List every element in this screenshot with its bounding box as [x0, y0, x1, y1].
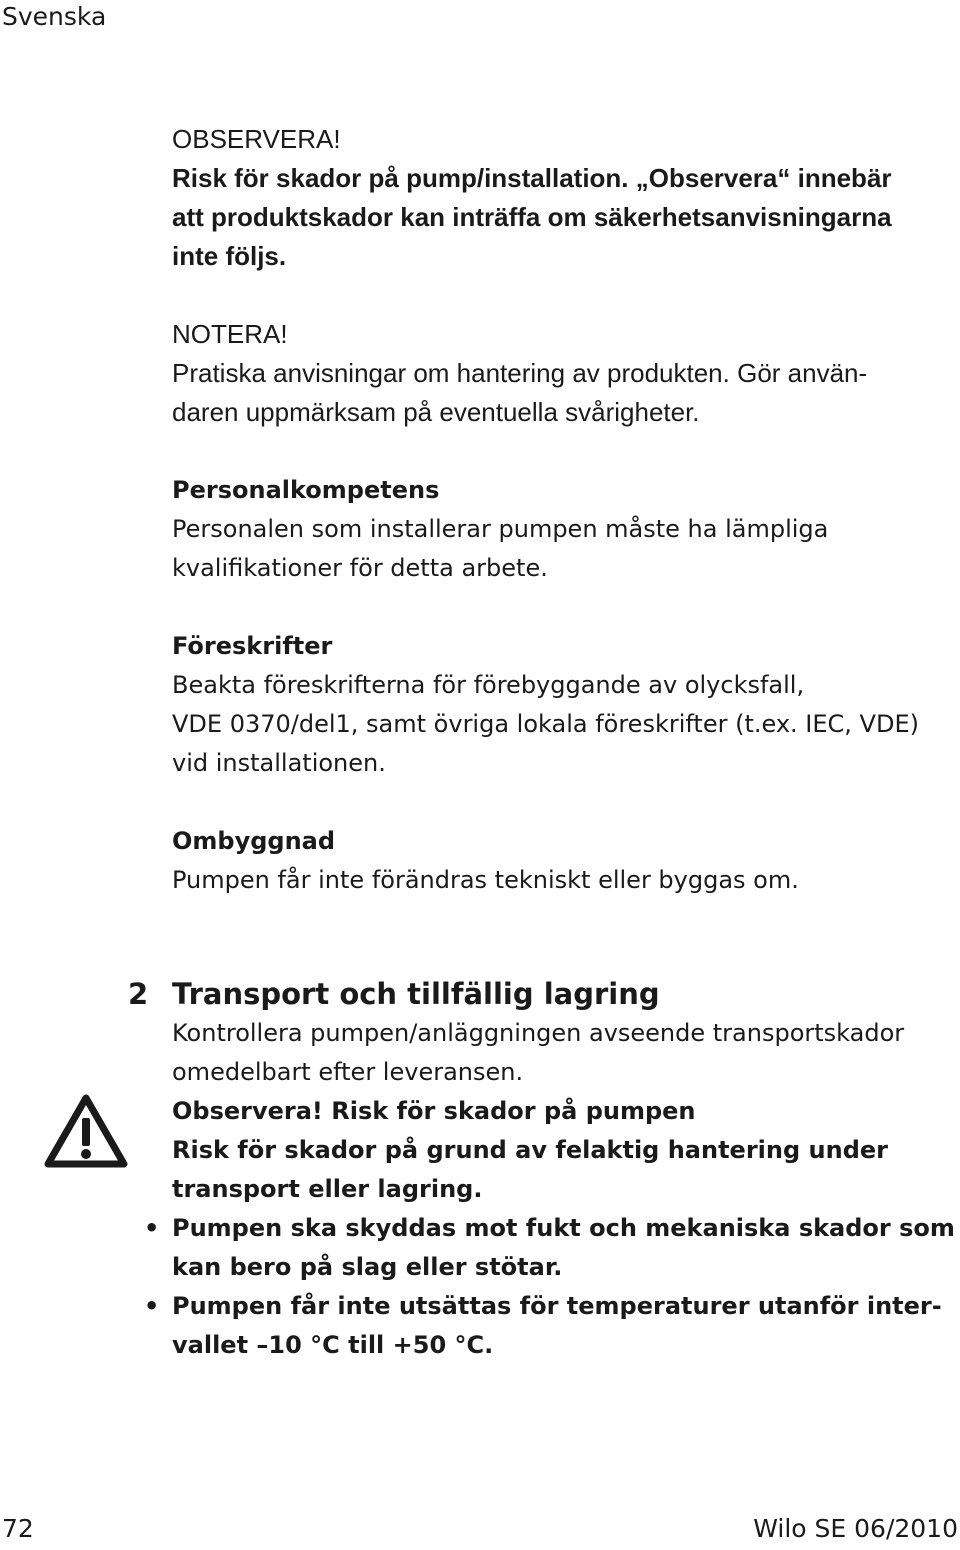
section-2 [128, 974, 958, 1365]
personalkompetens-line: kvalifikationer för detta arbete. [172, 554, 548, 582]
bullet-line: Pumpen får inte utsättas för temperaturer utanför inter- [172, 1292, 942, 1320]
observera-line: att produktskador kan inträffa om säkerhetsanvisningarna [172, 202, 892, 232]
bullet-line: vallet –10 °C till +50 °C. [172, 1331, 494, 1359]
observera-line: Risk för skador på pump/installation. „Observera“ innebär [172, 163, 892, 193]
warning-line: transport eller lagring. [172, 1175, 483, 1203]
warning-line: Risk för skador på grund av felaktig hantering under [172, 1136, 888, 1164]
observera-title: OBSERVERA! [172, 124, 341, 154]
section-title: Transport och tillfällig lagring [172, 977, 660, 1011]
bullet-marker: • [144, 1214, 160, 1242]
personalkompetens-heading: Personalkompetens [172, 476, 440, 504]
list-item [144, 1209, 958, 1287]
observera-line: inte följs. [172, 241, 287, 271]
foreskrifter-heading: Föreskrifter [172, 632, 333, 660]
foreskrifter-line: VDE 0370/del1, samt övriga lokala föreskrifter (t.ex. IEC, VDE) [172, 710, 919, 738]
ombyggnad-line: Pumpen får inte förändras tekniskt eller byggas om. [172, 866, 799, 894]
list-item [144, 1287, 958, 1365]
foreskrifter-line: Beakta föreskrifterna för förebyggande av olycksfall, [172, 671, 805, 699]
ombyggnad-heading: Ombyggnad [172, 827, 336, 855]
section-intro-line: Kontrollera pumpen/anläggningen avseende transportskador [172, 1019, 905, 1047]
notera-line: daren uppmärksam på eventuella svårigheter. [172, 397, 700, 427]
observera-block [172, 120, 958, 276]
section-heading [128, 974, 958, 1014]
section-number: 2 [128, 977, 149, 1011]
document-body [128, 120, 958, 1365]
bullet-line: kan bero på slag eller stötar. [172, 1253, 563, 1281]
personalkompetens-block [172, 471, 958, 588]
warning-title: Observera! Risk för skador på pumpen [172, 1097, 696, 1125]
ombyggnad-block [172, 822, 958, 900]
notera-title: NOTERA! [172, 319, 288, 349]
foreskrifter-line: vid installationen. [172, 749, 386, 777]
notera-line: Pratiska anvisningar om hantering av produkten. Gör använ- [172, 358, 868, 388]
foreskrifter-block [172, 627, 958, 783]
notera-block [172, 315, 958, 432]
language-label: Svenska [2, 2, 107, 31]
personalkompetens-line: Personalen som installerar pumpen måste ha lämpliga [172, 515, 829, 543]
footer-brand: Wilo SE 06/2010 [753, 1514, 958, 1543]
warning-triangle-icon [44, 1094, 128, 1168]
page-number: 72 [2, 1514, 34, 1543]
bullet-line: Pumpen ska skyddas mot fukt och mekaniska skador som [172, 1214, 955, 1242]
bullet-marker: • [144, 1292, 160, 1320]
section-intro-line: omedelbart efter leveransen. [172, 1058, 524, 1086]
